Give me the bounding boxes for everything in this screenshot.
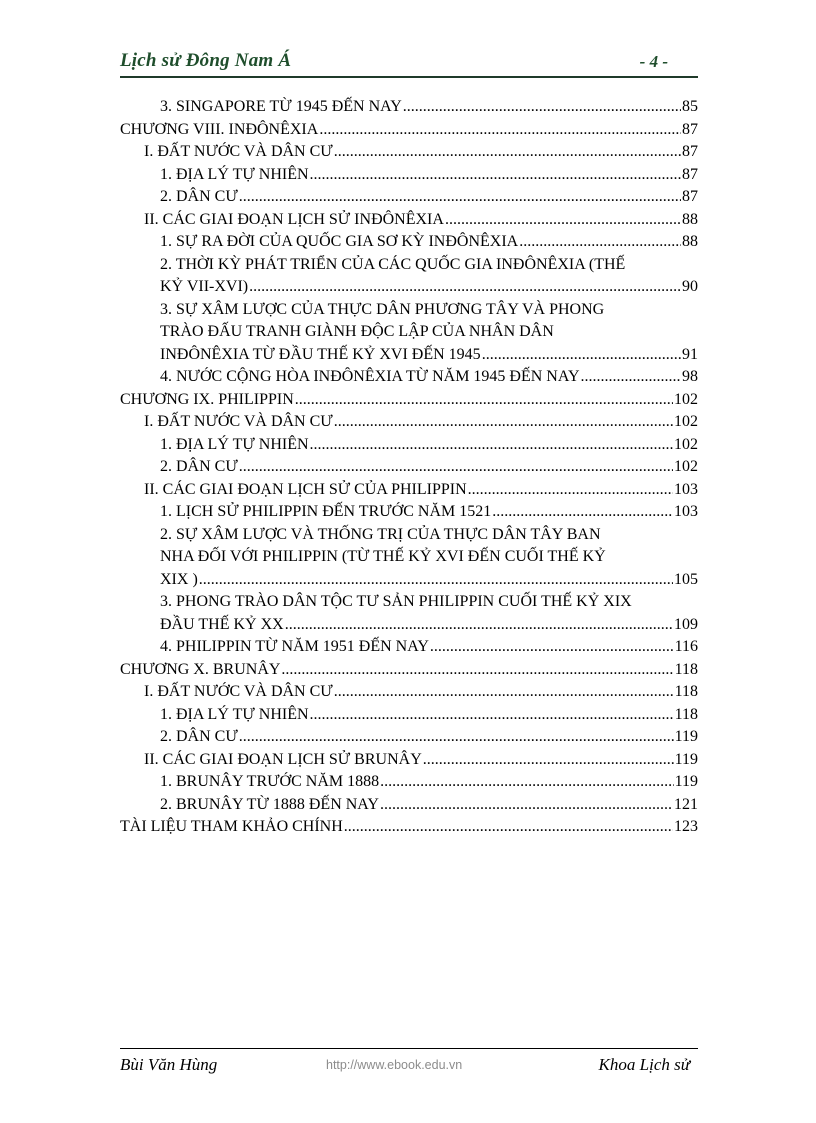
toc-line[interactable]: [120, 164, 698, 187]
toc-line[interactable]: [120, 456, 698, 479]
toc-line[interactable]: [120, 659, 698, 682]
dot-leader: [344, 816, 673, 839]
department-name: Khoa Lịch sử: [598, 1055, 690, 1074]
toc-entry-title: NHA ĐỐI VỚI PHILIPPIN (TỪ THẾ KỶ XVI ĐẾN CUỐI THẾ KỶ: [160, 548, 606, 565]
toc-page-number: 105: [674, 570, 698, 588]
toc-line[interactable]: [120, 231, 698, 254]
toc-line[interactable]: [120, 186, 698, 209]
toc-entry-title: XIX ): [160, 570, 198, 588]
toc-page-number: 87: [682, 188, 698, 205]
toc-page-number: 119: [674, 773, 698, 790]
dot-leader: [492, 501, 673, 524]
dot-leader: [334, 681, 674, 704]
toc-page-number: 87: [682, 143, 698, 160]
toc-page-number: 116: [674, 638, 698, 655]
toc-line[interactable]: [120, 636, 698, 659]
toc-entry-title: II. CÁC GIAI ĐOẠN LỊCH SỬ INĐÔNÊXIA: [144, 210, 444, 228]
toc-line[interactable]: [120, 254, 698, 277]
toc-entry-title: 2. SỰ XÂM LƯỢC VÀ THỐNG TRỊ CỦA THỰC DÂN TÂY BAN: [160, 525, 601, 543]
dot-leader: [403, 96, 681, 119]
toc-page-number: 119: [674, 750, 698, 768]
dot-leader: [581, 366, 682, 389]
toc-page-number: 103: [674, 503, 698, 520]
toc-line[interactable]: [120, 389, 698, 412]
dot-leader: [285, 614, 673, 637]
dot-leader: [310, 704, 674, 727]
dot-leader: [249, 276, 681, 299]
toc-page-number: 98: [682, 368, 698, 385]
toc-line[interactable]: [120, 344, 698, 367]
dot-leader: [334, 411, 673, 434]
dot-leader: [281, 659, 673, 682]
dot-leader: [239, 186, 681, 209]
toc-page-number: 118: [674, 705, 698, 723]
toc-entry-title: 2. DÂN CƯ: [160, 728, 238, 745]
toc-page-number: 102: [674, 435, 698, 453]
toc-line[interactable]: [120, 546, 698, 569]
toc-entry-title: 2. THỜI KỲ PHÁT TRIỂN CỦA CÁC QUỐC GIA INĐÔNÊXIA (THẾ: [160, 255, 626, 273]
header-divider: [120, 76, 698, 78]
dot-leader: [310, 164, 681, 187]
toc-page-number: 109: [674, 615, 698, 633]
dot-leader: [239, 456, 673, 479]
toc-page-number: 102: [674, 413, 698, 430]
page-header: [120, 50, 698, 76]
dot-leader: [380, 771, 673, 794]
toc-line[interactable]: [120, 681, 698, 704]
dot-leader: [310, 434, 673, 457]
toc-entry-title: 4. PHILIPPIN TỪ NĂM 1951 ĐẾN NAY: [160, 638, 429, 655]
toc-line[interactable]: [120, 501, 698, 524]
toc-entry-title: 1. ĐỊA LÝ TỰ NHIÊN: [160, 705, 309, 723]
dot-leader: [334, 141, 681, 164]
toc-line[interactable]: [120, 569, 698, 592]
toc-entry-title: 1. ĐỊA LÝ TỰ NHIÊN: [160, 435, 309, 453]
toc-entry-title: 3. SỰ XÂM LƯỢC CỦA THỰC DÂN PHƯƠNG TÂY VÀ PHONG: [160, 300, 605, 318]
dot-leader: [380, 794, 673, 817]
dot-leader: [295, 389, 673, 412]
toc-entry-title: KỶ VII-XVI): [160, 278, 249, 295]
toc-line[interactable]: [120, 96, 698, 119]
toc-line[interactable]: [120, 276, 698, 299]
toc-entry-title: 1. SỰ RA ĐỜI CỦA QUỐC GIA SƠ KỲ INĐÔNÊXIA: [160, 233, 519, 250]
toc-page-number: 91: [682, 345, 698, 363]
dot-leader: [430, 636, 674, 659]
dot-leader: [445, 209, 681, 232]
table-of-contents: [120, 96, 698, 839]
author-name: Bùi Văn Hùng: [120, 1055, 218, 1074]
dot-leader: [423, 749, 674, 772]
toc-entry-title: I. ĐẤT NƯỚC VÀ DÂN CƯ: [144, 143, 333, 160]
toc-line[interactable]: [120, 411, 698, 434]
toc-entry-title: 4. NƯỚC CỘNG HÒA INĐÔNÊXIA TỪ NĂM 1945 ĐẾN NAY: [160, 368, 580, 385]
toc-line[interactable]: [120, 614, 698, 637]
dot-leader: [239, 726, 674, 749]
dot-leader: [468, 479, 673, 502]
toc-page-number: 87: [682, 120, 698, 138]
toc-entry-title: I. ĐẤT NƯỚC VÀ DÂN CƯ: [144, 413, 333, 430]
toc-line[interactable]: [120, 524, 698, 547]
toc-page-number: 102: [674, 390, 698, 408]
toc-entry-title: 2. DÂN CƯ: [160, 188, 238, 205]
toc-line[interactable]: [120, 119, 698, 142]
toc-line[interactable]: [120, 704, 698, 727]
toc-entry-title: 1. BRUNÂY TRƯỚC NĂM 1888: [160, 773, 380, 790]
toc-entry-title: 3. SINGAPORE TỪ 1945 ĐẾN NAY: [160, 98, 402, 115]
page-number: - 4 -: [639, 52, 668, 71]
toc-page-number: 88: [682, 210, 698, 228]
toc-entry-title: II. CÁC GIAI ĐOẠN LỊCH SỬ CỦA PHILIPPIN: [144, 480, 467, 498]
toc-entry-title: CHƯƠNG X. BRUNÂY: [120, 660, 281, 678]
toc-entry-title: TÀI LIỆU THAM KHẢO CHÍNH: [120, 818, 343, 835]
toc-page-number: 118: [674, 660, 698, 678]
toc-line[interactable]: [120, 366, 698, 389]
toc-page-number: 123: [674, 818, 698, 835]
toc-line[interactable]: [120, 434, 698, 457]
toc-entry-title: 3. PHONG TRÀO DÂN TỘC TƯ SẢN PHILIPPIN CUỐI THẾ KỶ XIX: [160, 593, 632, 610]
toc-entry-title: ĐẦU THẾ KỶ XX: [160, 615, 284, 633]
toc-entry-title: TRÀO ĐẤU TRANH GIÀNH ĐỘC LẬP CỦA NHÂN DÂN: [160, 323, 554, 340]
toc-entry-title: 2. DÂN CƯ: [160, 458, 238, 475]
toc-entry-title: II. CÁC GIAI ĐOẠN LỊCH SỬ BRUNÂY: [144, 750, 422, 768]
toc-entry-title: CHƯƠNG VIII. INĐÔNÊXIA: [120, 120, 319, 138]
toc-page-number: 118: [674, 683, 698, 700]
toc-entry-title: 1. LỊCH SỬ PHILIPPIN ĐẾN TRƯỚC NĂM 1521: [160, 503, 492, 520]
toc-page-number: 90: [682, 278, 698, 295]
toc-line[interactable]: [120, 726, 698, 749]
toc-line[interactable]: [120, 141, 698, 164]
toc-line[interactable]: [120, 591, 698, 614]
toc-entry-title: INĐÔNÊXIA TỪ ĐẦU THẾ KỶ XVI ĐẾN 1945: [160, 345, 481, 363]
toc-page-number: 121: [674, 795, 698, 813]
toc-entry-title: 2. BRUNÂY TỪ 1888 ĐẾN NAY: [160, 795, 379, 813]
toc-line[interactable]: [120, 749, 698, 772]
toc-page-number: 103: [674, 480, 698, 498]
toc-line[interactable]: [120, 479, 698, 502]
toc-page-number: 88: [682, 233, 698, 250]
page-footer: [120, 1055, 698, 1079]
dot-leader: [519, 231, 681, 254]
toc-page-number: 87: [682, 165, 698, 183]
toc-line[interactable]: [120, 794, 698, 817]
toc-page-number: 119: [674, 728, 698, 745]
dot-leader: [319, 119, 681, 142]
toc-line[interactable]: [120, 299, 698, 322]
dot-leader: [482, 344, 681, 367]
footer-divider: [120, 1048, 698, 1049]
toc-entry-title: CHƯƠNG IX. PHILIPPIN: [120, 390, 294, 408]
toc-line[interactable]: [120, 209, 698, 232]
toc-line[interactable]: [120, 771, 698, 794]
source-url[interactable]: http://www.ebook.edu.vn: [326, 1058, 463, 1072]
toc-entry-title: I. ĐẤT NƯỚC VÀ DÂN CƯ: [144, 683, 333, 700]
book-title: Lịch sử Đông Nam Á: [120, 50, 292, 71]
toc-entry-title: 1. ĐỊA LÝ TỰ NHIÊN: [160, 165, 309, 183]
toc-page-number: 85: [682, 98, 698, 115]
toc-line[interactable]: [120, 816, 698, 839]
dot-leader: [199, 569, 673, 592]
toc-line[interactable]: [120, 321, 698, 344]
toc-page-number: 102: [674, 458, 698, 475]
